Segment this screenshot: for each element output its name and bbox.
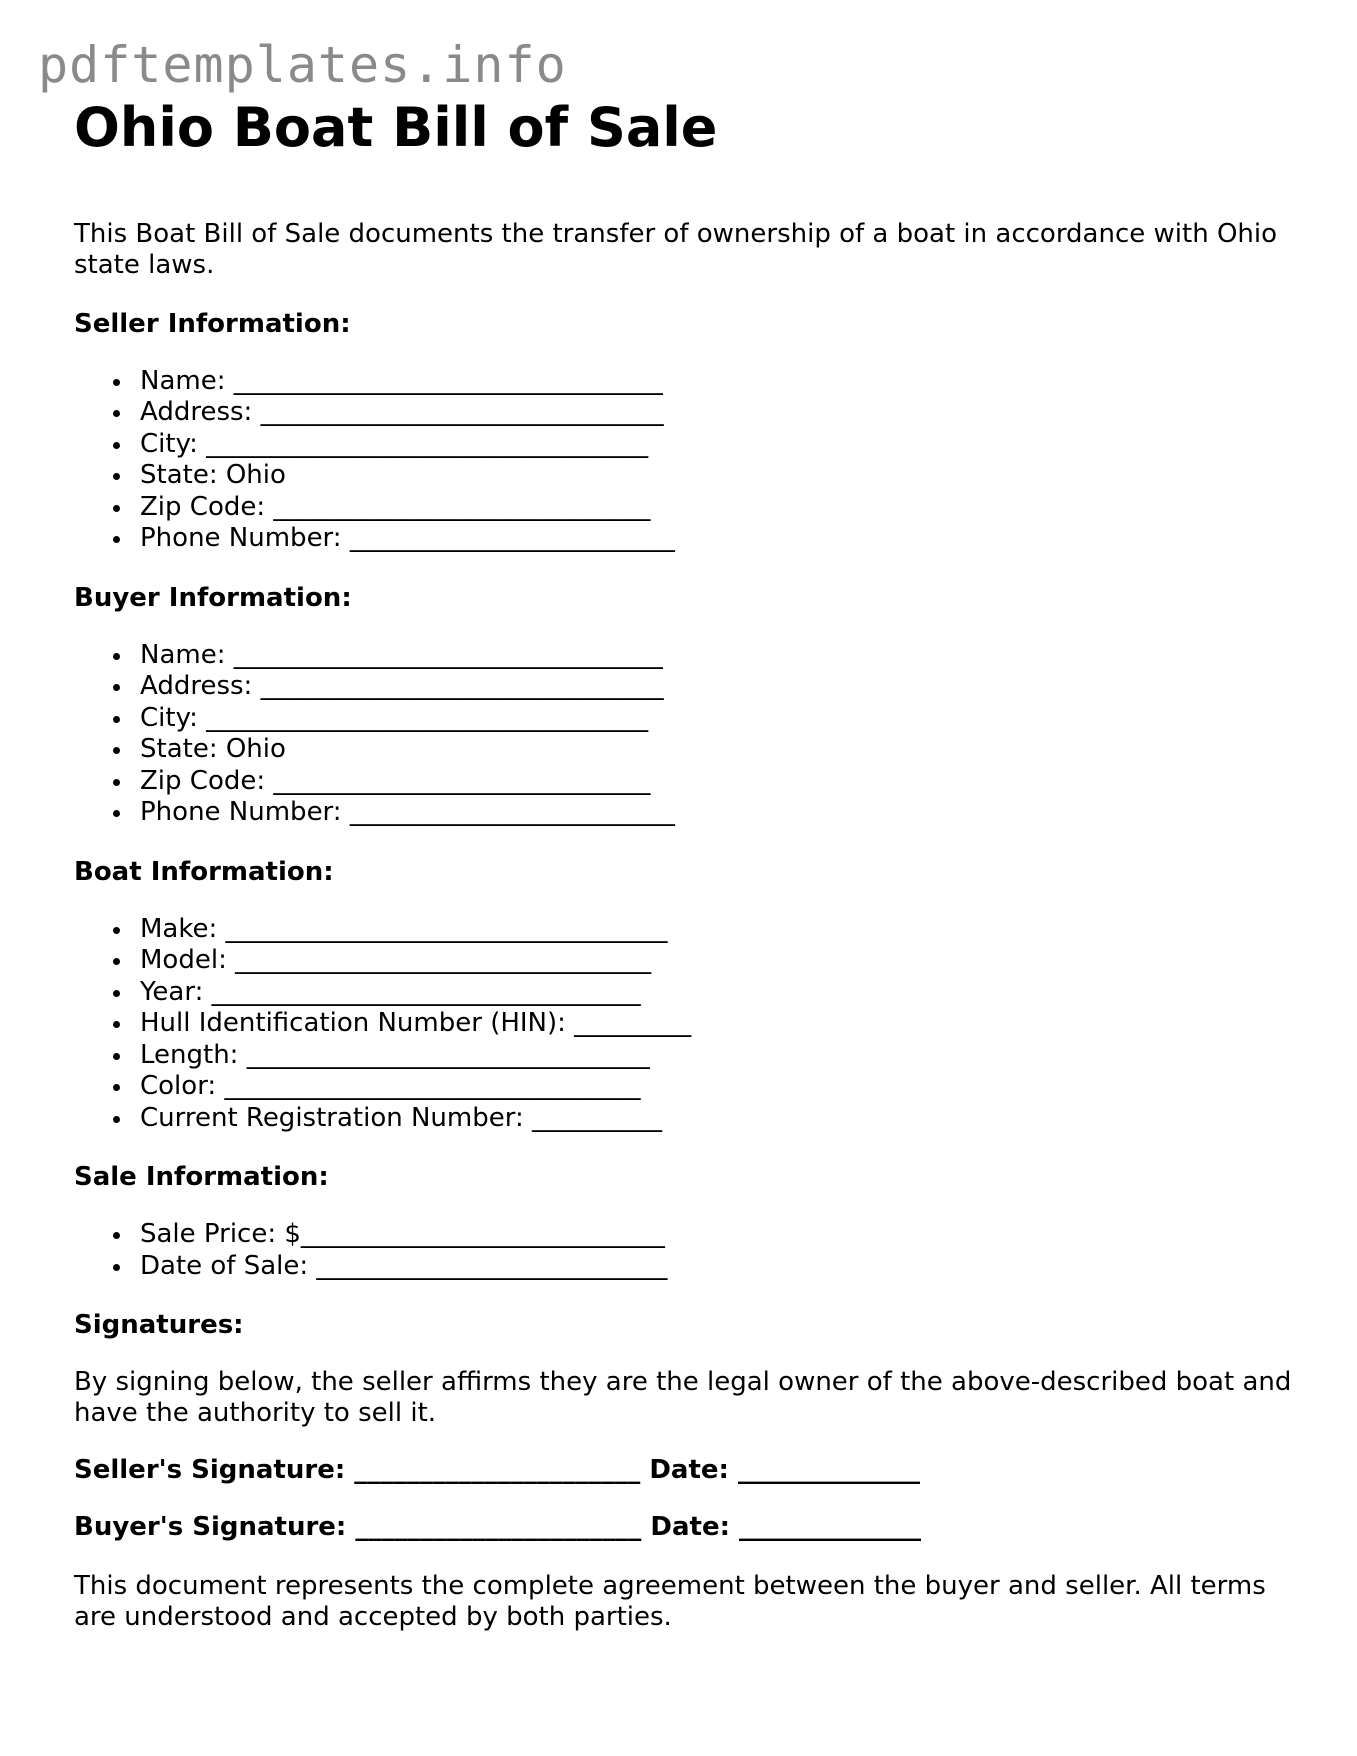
buyer-state-field: State: Ohio — [140, 734, 1294, 766]
seller-name-field: Name: _________________________________ — [140, 366, 1294, 398]
sale-heading: Sale Information: — [74, 1162, 329, 1193]
seller-phone-field: Phone Number: _________________________ — [140, 523, 1294, 555]
buyer-city-field: City: __________________________________ — [140, 703, 1294, 735]
buyer-heading: Buyer Information: — [74, 582, 352, 613]
buyer-address-field: Address: _______________________________ — [140, 671, 1294, 703]
buyer-name-field: Name: _________________________________ — [140, 640, 1294, 672]
buyer-list — [74, 640, 1294, 829]
watermark: pdftemplates.info — [38, 36, 567, 94]
boat-heading: Boat Information: — [74, 856, 334, 887]
boat-make-field: Make: __________________________________ — [140, 914, 1294, 946]
sale-price-field: Sale Price: $____________________________ — [140, 1219, 1294, 1251]
document-title: Ohio Boat Bill of Sale — [74, 96, 718, 159]
seller-state-field: State: Ohio — [140, 460, 1294, 492]
boat-color-field: Color: ________________________________ — [140, 1071, 1294, 1103]
affirmation-paragraph: By signing below, the seller affirms they are the legal owner of the above-described boat and have the authority to sell it. — [74, 1367, 1292, 1429]
seller-address-field: Address: _______________________________ — [140, 397, 1294, 429]
document-page — [74, 96, 1294, 1633]
signatures-heading: Signatures: — [74, 1310, 244, 1341]
intro-paragraph: This Boat Bill of Sale documents the transfer of ownership of a boat in accordance with Ohio state laws. — [74, 218, 1278, 280]
boat-registration-field: Current Registration Number: __________ — [140, 1103, 1294, 1135]
seller-signature-line: Seller's Signature: ______________________ Date: ______________ — [74, 1455, 920, 1486]
closing-paragraph: This document represents the complete agreement between the buyer and seller. All terms are understood and accepted by both parties. — [74, 1571, 1266, 1633]
seller-list — [74, 366, 1294, 555]
sale-date-field: Date of Sale: ___________________________ — [140, 1251, 1294, 1283]
boat-hin-field: Hull Identification Number (HIN): _________ — [140, 1008, 1294, 1040]
sale-list — [74, 1219, 1294, 1282]
seller-city-field: City: __________________________________ — [140, 429, 1294, 461]
buyer-zip-field: Zip Code: _____________________________ — [140, 766, 1294, 798]
boat-length-field: Length: _______________________________ — [140, 1040, 1294, 1072]
boat-list — [74, 914, 1294, 1135]
boat-year-field: Year: _________________________________ — [140, 977, 1294, 1009]
buyer-phone-field: Phone Number: _________________________ — [140, 797, 1294, 829]
boat-model-field: Model: ________________________________ — [140, 945, 1294, 977]
seller-heading: Seller Information: — [74, 308, 351, 339]
seller-zip-field: Zip Code: _____________________________ — [140, 492, 1294, 524]
buyer-signature-line: Buyer's Signature: ______________________ Date: ______________ — [74, 1512, 922, 1543]
